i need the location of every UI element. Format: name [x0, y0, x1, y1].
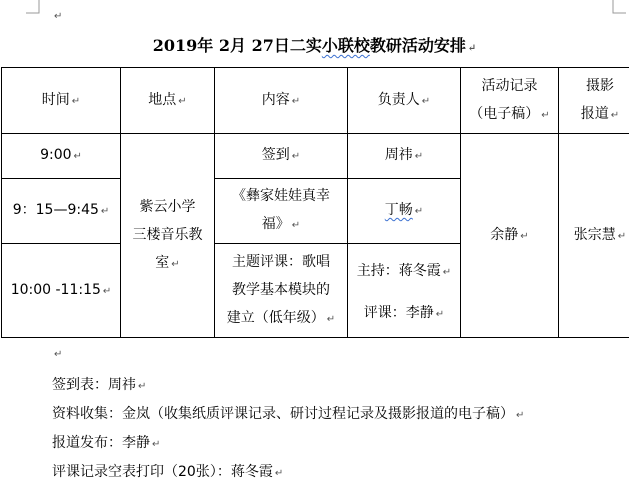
- schedule-table: [1, 67, 629, 338]
- time-cell: 9:00 ↵: [2, 134, 121, 179]
- header-photo: 摄影 报道 ↵: [559, 68, 629, 134]
- header-record: 活动记录 （电子稿） ↵: [461, 68, 559, 134]
- list-item: 资料收集：金岚（收集纸质评课记录、研讨过程记录及摄影报道的电子稿） ↵: [52, 406, 525, 422]
- header-time: 时间 ↵: [2, 68, 121, 134]
- header-row: [2, 68, 629, 134]
- photographer-cell: 张宗慧 ↵: [559, 134, 629, 338]
- paragraph-mark: ↵: [467, 43, 477, 54]
- list-item: 签到表：周祎 ↵: [52, 377, 147, 393]
- notes-list: [52, 371, 524, 487]
- title-day-suffix: 日: [273, 36, 290, 55]
- title-month: 2: [218, 36, 230, 55]
- title-year-suffix: 年: [197, 36, 214, 55]
- time-cell: 10:00 -11:15 ↵: [2, 244, 121, 338]
- time-cell: 9：15—9:45 ↵: [2, 179, 121, 244]
- paragraph-mark: ↵: [54, 11, 63, 22]
- list-item: 报道发布：李静 ↵: [52, 435, 161, 451]
- header-place: 地点 ↵: [121, 68, 215, 134]
- recorder-cell: 余静 ↵: [461, 134, 559, 338]
- person-cell: 周祎 ↵: [348, 134, 461, 179]
- header-person: 负责人 ↵: [348, 68, 461, 134]
- crop-mark-top-right: [612, 0, 626, 14]
- place-cell: 紫云小学 三楼音乐教 室 ↵: [121, 134, 215, 338]
- header-content: 内容 ↵: [215, 68, 348, 134]
- title-year: 2019: [152, 36, 198, 55]
- person-cell: 丁畅 ↵: [348, 179, 461, 244]
- content-cell: 《彝家娃娃真幸 福》 ↵: [215, 179, 348, 244]
- title-text-1: 二实: [289, 36, 322, 55]
- title-text-underlined: 小联校: [321, 36, 370, 55]
- content-cell: 主题评课：歌唱 教学基本模块的 建立（低年级） ↵: [215, 244, 348, 338]
- title-day: 27: [251, 36, 274, 55]
- title-month-suffix: 月: [229, 36, 246, 55]
- content-cell: 签到 ↵: [215, 134, 348, 179]
- crop-mark-top-left: [26, 0, 40, 14]
- table-row: [2, 134, 629, 179]
- paragraph-mark: ↵: [54, 349, 63, 360]
- person-cell: 主持：蒋冬霞 ↵ 评课：李静 ↵: [348, 244, 461, 338]
- title-text-2: 教研活动安排: [369, 36, 466, 55]
- document-title: [0, 36, 629, 59]
- list-item: 评课记录空表打印（20张）：蒋冬霞 ↵: [52, 464, 284, 480]
